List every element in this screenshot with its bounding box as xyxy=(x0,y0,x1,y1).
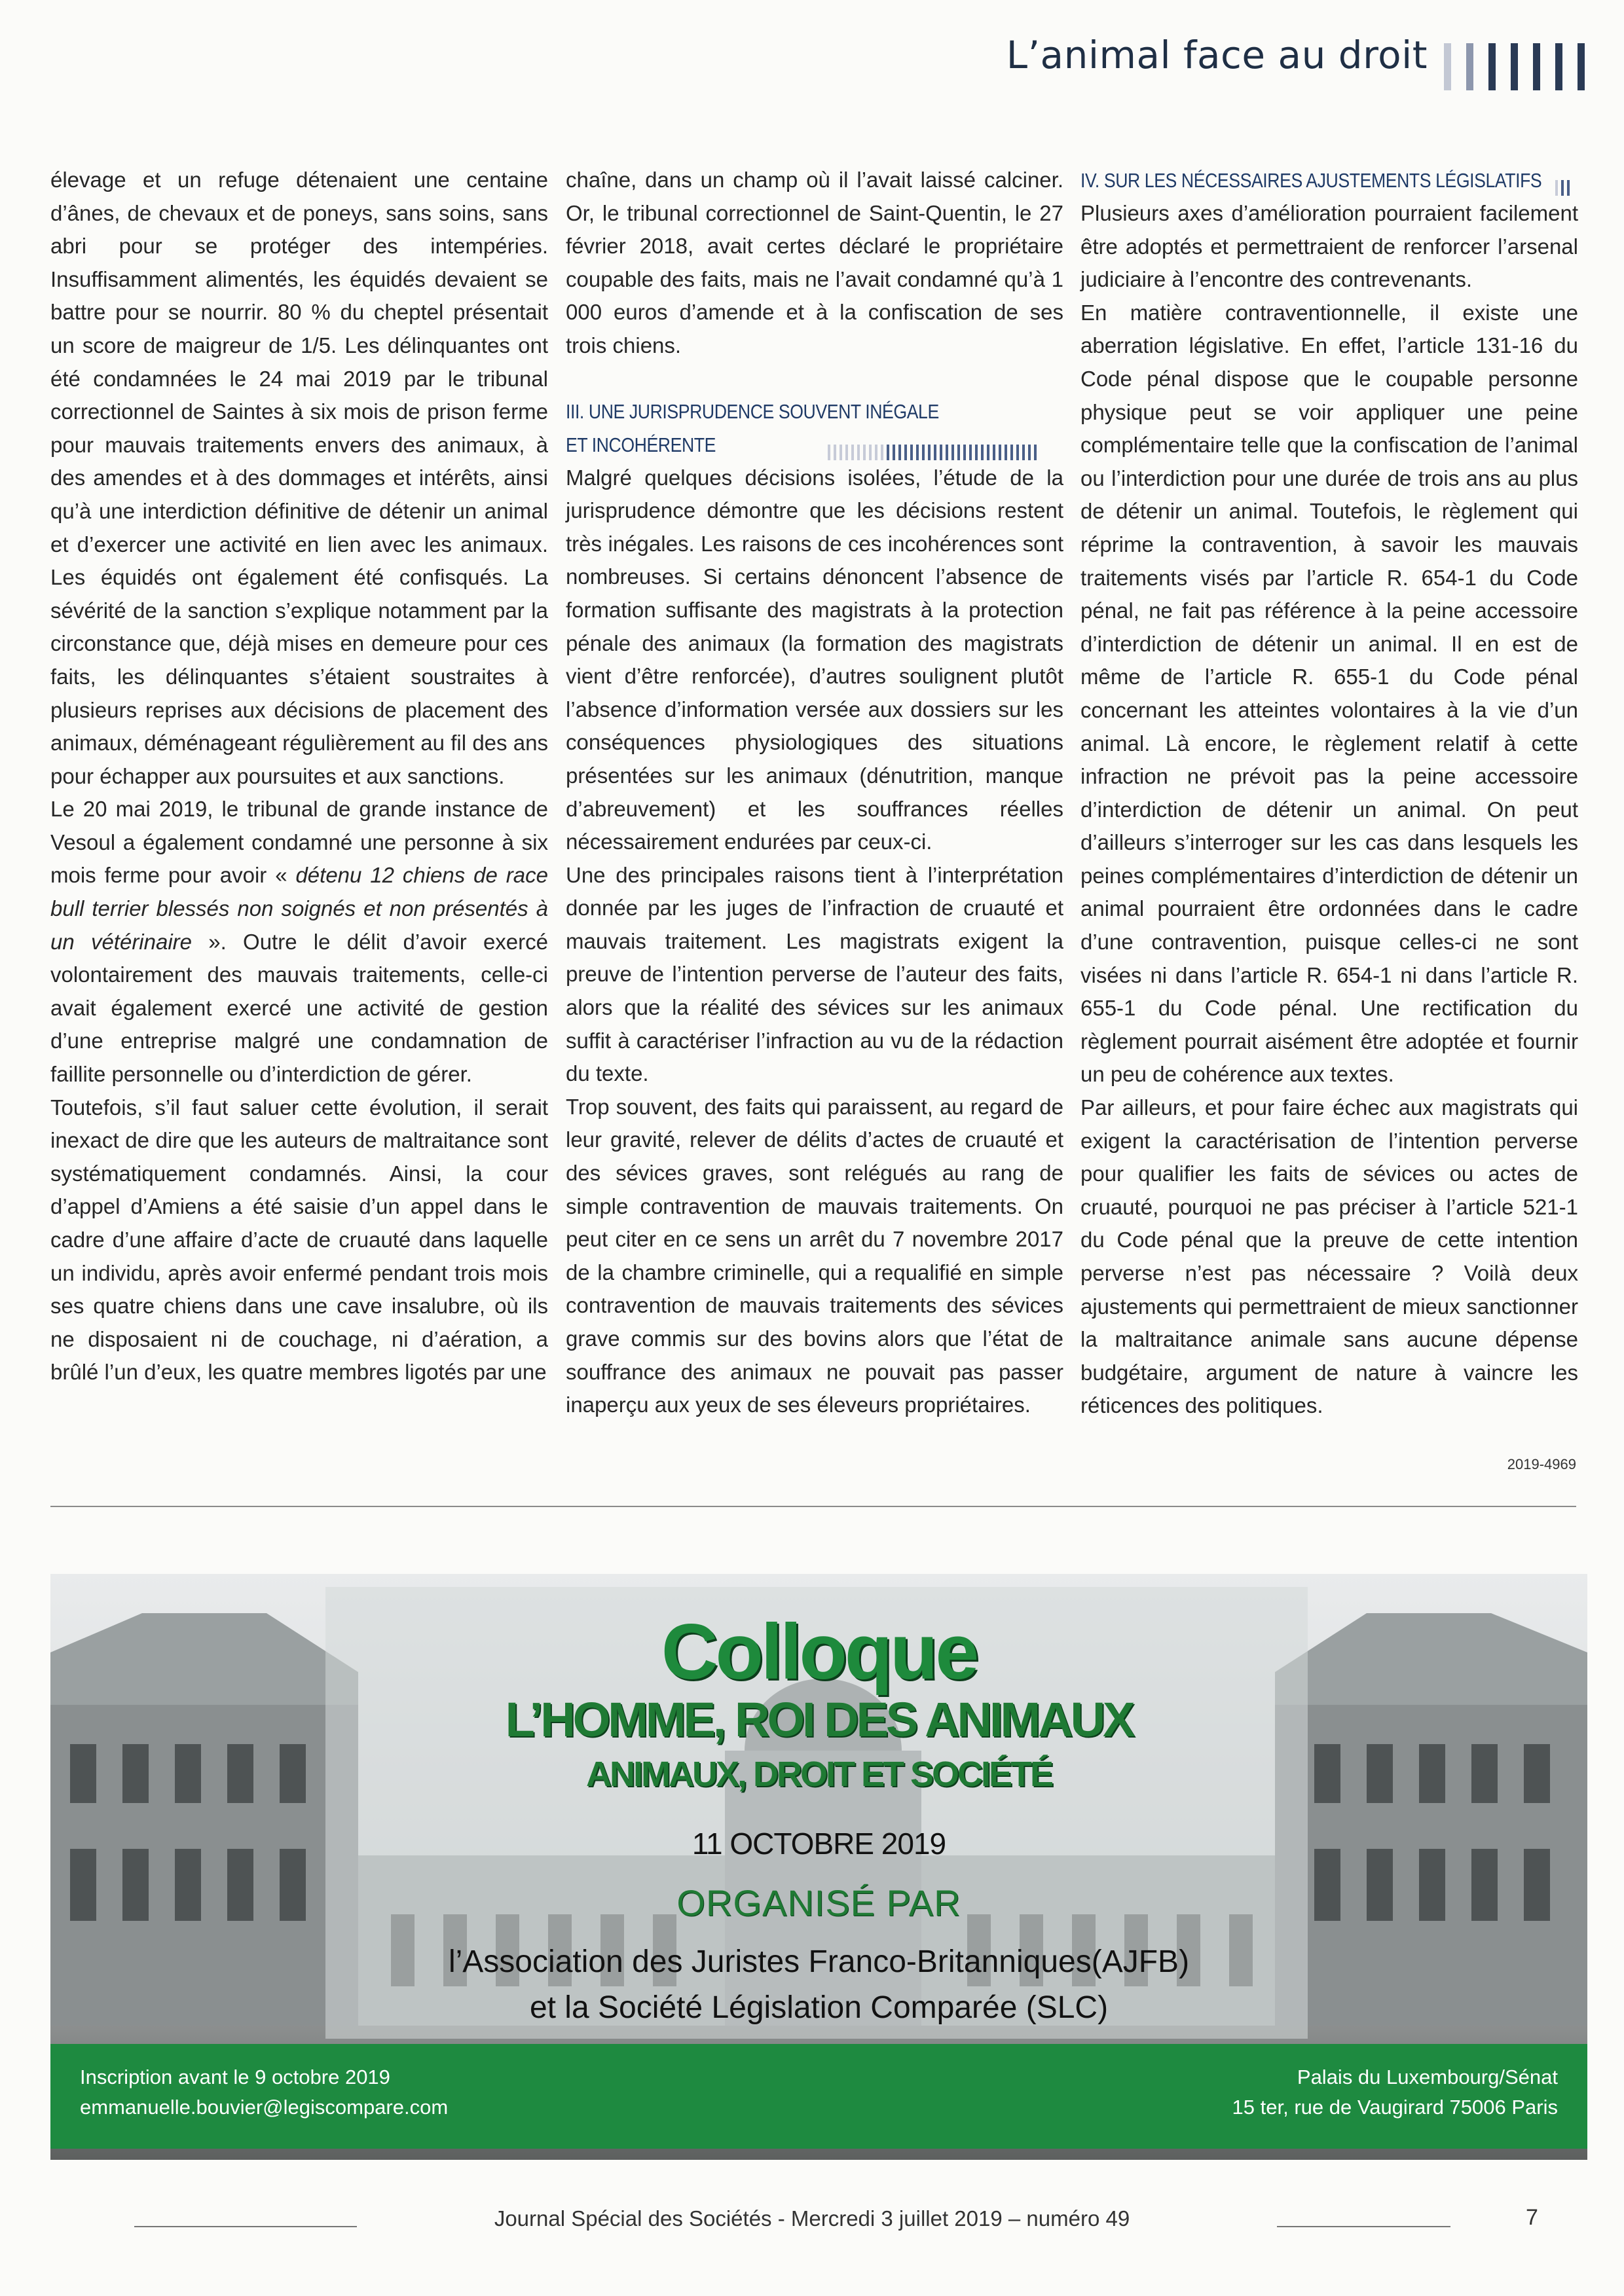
paragraph: chaîne, dans un champ où il l’avait laissé calciner. Or, le tribunal correctionnel de Saint-Quentin, le 27 février 2018, avait certes déclaré le propriétaire coupable des faits, mais ne l’avait condamné qu’à 1 000 euros d’amende et à la confiscation de ses trois chiens. xyxy=(566,168,1063,357)
section-decorative-bars xyxy=(828,437,1040,452)
paragraph: élevage et un refuge détenaient une centaine d’ânes, de chevaux et de poneys, sans soins, sans abri pour se protéger des intempéries. Insuffisamment alimentés, les équidés devaient se battre pour se nourrir. 80 % du cheptel présentait un score de maigreur de 1/5. Les délinquantes ont été condamnées le 24 mai 2019 par le tribunal correctionnel de Saintes à six mois de prison ferme pour mauvais traitements envers des animaux, à des amendes et à des dommages et intérêts, ainsi qu’à une interdiction définitive de détenir un animal et d’exercer une activité en lien avec les animaux. Les équidés ont également été confisqués. La sévérité de la sanction s’explique notamment par la circonstance que, déjà mises en demeure pour ces faits, les délinquantes s’étaient soustraites à plusieurs reprises aux décisions de placement des animaux, déménageant régulièrement au fil des ans pour échapper aux poursuites et aux sanctions. xyxy=(50,168,548,788)
page-footer: Journal Spécial des Sociétés - Mercredi 3 juillet 2019 – numéro 49 xyxy=(494,2206,1130,2231)
article-column-3 xyxy=(1080,164,1578,1423)
ad-email-link[interactable]: emmanuelle.bouvier@legiscompare.com xyxy=(80,2096,449,2119)
ad-registration-deadline: Inscription avant le 9 octobre 2019 xyxy=(80,2066,390,2088)
paragraph: Une des principales raisons tient à l’interprétation donnée par les juges de l’infraction de cruauté et mauvais traitement. Les magistrats exigent la preuve de l’intention perverse de l’auteur des faits, alors que la réalité des sévices sur les animaux suffit à caractériser l’infraction au vu de la rédaction du texte. xyxy=(566,862,1063,1086)
divider xyxy=(50,1506,1576,1507)
ad-date: 11 OCTOBRE 2019 xyxy=(692,1827,946,1861)
article-column-2 xyxy=(566,164,1063,1422)
ad-registration-info xyxy=(80,2062,448,2123)
paragraph: Malgré quelques décisions isolées, l’étude de la jurisprudence démontre que les décisions restent très inégales. Les raisons de ces incohérences sont nombreuses. Si certains dénoncent l’absence de formation suffisante des magistrats à la protection pénale des animaux (la formation des magistrats vient d’être renforcée), d’autres soulignent plutôt l’absence d’information versée aux dossiers sur les conséquences physiologiques des situations présentées sur les animaux (dénutrition, manque d’abreuvement) et les souffrances réelles nécessairement endurées par ceux-ci. xyxy=(566,465,1063,854)
article-reference: 2019-4969 xyxy=(1507,1456,1576,1472)
paragraph: Trop souvent, des faits qui paraissent, au regard de leur gravité, relever de délits d’actes de cruauté et des sévices graves, sont relégués au rang de simple contravention de mauvais traitements. On peut citer en ce sens un arrêt du 7 novembre 2017 de la chambre criminelle, qui a requalifié en simple contravention de mauvais traitements des sévices grave commis sur des bovins alors que l’état de souffrance des animaux ne pouvait pas passer inaperçu aux yeux de ses éleveurs propriétaires. xyxy=(566,1094,1063,1417)
paragraph: Le 20 mai 2019, le tribunal de grande instance de Vesoul a également condamné une personne à six mois ferme pour avoir « détenu 12 chiens de race bull terrier blessés non soignés et non présentés à un vétérinaire ». Outre le délit d’avoir exercé volontairement des mauvais traitements, celle-ci avait également exercé une activité de gestion d’une entreprise malgré une condamnation de faillite personnelle ou d’interdiction de gérer. xyxy=(50,797,549,1087)
ad-organiser-1: l’Association des Juristes Franco-Britanniques(AJFB) xyxy=(448,1944,1190,1979)
ad-subtitle: L’HOMME, ROI DES ANIMAUX xyxy=(505,1692,1133,1747)
section-title-iii: III. UNE JURISPRUDENCE SOUVENT INÉGALE xyxy=(566,399,939,423)
footer-rule-right xyxy=(1277,2226,1450,2227)
paragraph: En matière contraventionnelle, il existe une aberration législative. En effet, l’article 131-16 du Code pénal dispose que le coupable personne physique peut se voir appliquer une peine complémentaire telle que la confiscation de l’animal ou l’interdiction pour une durée de trois ans au plus de détenir un animal. Toutefois, le règlement qui réprime la contravention, à savoir les mauvais traitements visés par l’article R. 654-1 du Code pénal, ne fait pas référence à la peine accessoire d’interdiction de détenir un animal. Il en est de même de l’article R. 655-1 du Code pénal concernant les atteintes volontaires à la vie d’un animal. Là encore, le règlement relatif à cette infraction ne prévoit pas la peine accessoire d’interdiction de détenir un animal. On peut d’ailleurs s’interroger sur les cas dans lesquels les peines complémentaires d’interdiction de détenir un animal pourraient être ordonnées dans le cadre d’une contravention, puisque celles-ci ne sont visées ni dans l’article R. 654-1 ni dans l’article R. 655-1 du Code pénal. Une rectification du règlement pourrait aisément être adoptée et fournir un peu de cohérence aux textes. xyxy=(1080,300,1578,1087)
ad-organised-by: ORGANISÉ PAR xyxy=(676,1882,961,1923)
header-decorative-bars xyxy=(1444,43,1595,90)
ad-venue: Palais du Luxembourg/Sénat xyxy=(1297,2066,1558,2088)
quote: détenu 12 chiens de race bull terrier blessés non soignés et non présentés à un vétérinaire xyxy=(50,863,548,954)
section-header-title: L’animal face au droit xyxy=(1006,33,1428,77)
section-title-iii-line2: ET INCOHÉRENTE xyxy=(566,428,1063,462)
paragraph: Plusieurs axes d’amélioration pourraient facilement être adoptés et permettraient de renforcer l’arsenal judiciaire à l’encontre des contrevenants. xyxy=(1080,201,1578,292)
article-column-1 xyxy=(50,164,548,1389)
page-number: 7 xyxy=(1526,2205,1538,2230)
ad-address: 15 ter, rue de Vaugirard 75006 Paris xyxy=(1232,2096,1558,2119)
section-title-iv: IV. SUR LES NÉCESSAIRES AJUSTEMENTS LÉGISLATIFS xyxy=(1080,164,1578,197)
ad-organiser-2: et la Société Législation Comparée (SLC) xyxy=(529,1990,1109,2025)
ad-venue-info xyxy=(1232,2062,1558,2123)
paragraph: Par ailleurs, et pour faire échec aux magistrats qui exigent la caractérisation de l’intention perverse pour qualifier les faits de sévices ou actes de cruauté, pourquoi ne pas préciser à l’article 521-1 du Code pénal que la preuve de cette intention perverse n’est pas nécessaire ? Voilà deux ajustements qui permettraient de mieux sanctionner la maltraitance animale sans aucune dépense budgétaire, argument de nature à vaincre les réticences des politiques. xyxy=(1080,1095,1578,1418)
colloque-advertisement xyxy=(50,1574,1587,2160)
section-decorative-bars xyxy=(1555,172,1573,188)
ad-info-band xyxy=(50,2044,1587,2149)
ad-title: Colloque xyxy=(661,1608,977,1696)
paragraph: Toutefois, s’il faut saluer cette évolution, il serait inexact de dire que les auteurs de maltraitance sont systématiquement condamnés. Ainsi, la cour d’appel d’Amiens a été saisie d’un appel dans le cadre d’une affaire d’acte de cruauté dans laquelle un individu, après avoir enfermé pendant trois mois ses quatre chiens dans une cave insalubre, où ils ne disposaient ni de couchage, ni d’aération, a brûlé l’un d’eux, les quatre membres ligotés par une xyxy=(50,1095,548,1385)
ad-subtitle-2: ANIMAUX, DROIT ET SOCIÉTÉ xyxy=(585,1755,1052,1794)
